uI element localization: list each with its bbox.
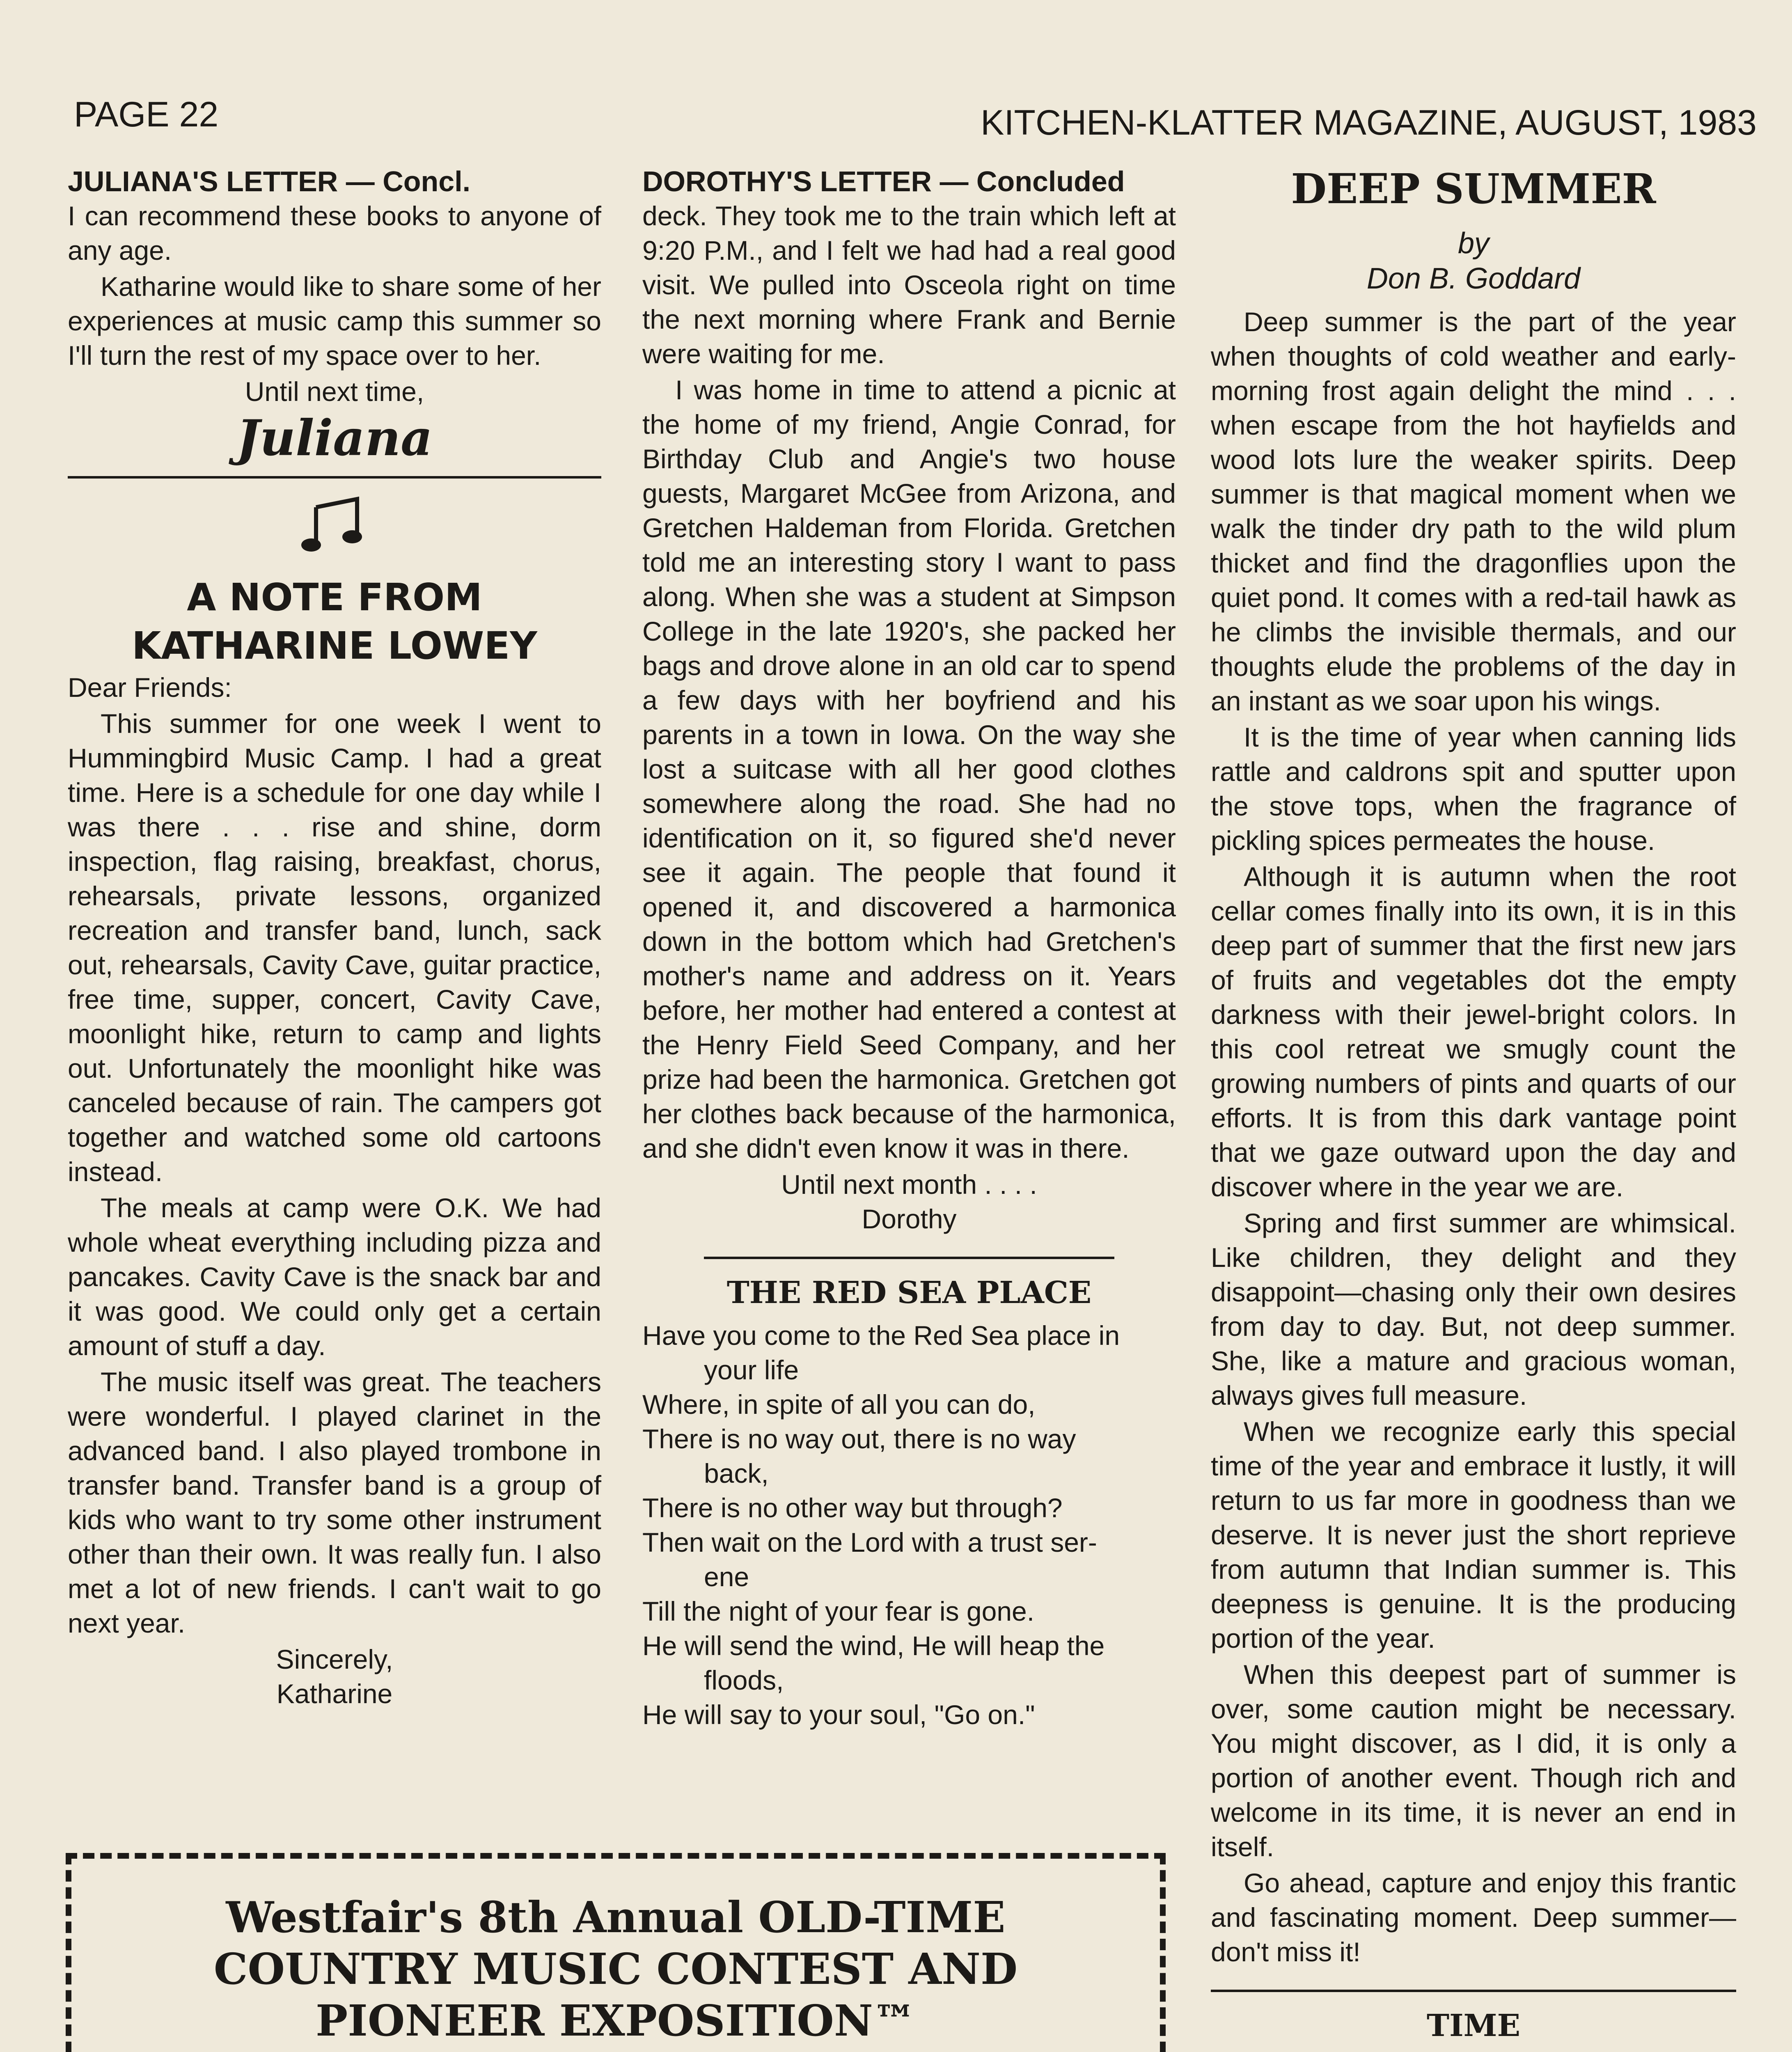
byline-by: by <box>1457 227 1490 260</box>
page-number: PAGE 22 <box>74 95 219 134</box>
byline-author: Don B. Goddard <box>1366 262 1581 295</box>
juliana-signature: Juliana <box>236 409 433 467</box>
poem-line: Till the night of your fear is gone. <box>642 1596 1035 1626</box>
poem-line: He will say to your soul, "Go on." <box>642 1699 1035 1730</box>
katharine-salutation: Dear Friends: <box>68 672 232 703</box>
katharine-paragraph: The meals at camp were O.K. We had whole wheat everything including pizza and pancakes. Cavity Cave is the snack bar and it was good. We could only get a certain amount of stuff a day. <box>68 1193 601 1361</box>
deep-summer-title: DEEP SUMMER <box>1291 165 1656 213</box>
deep-summer-paragraph: It is the time of year when canning lids rattle and caldrons spit and sputter upon the stove tops, when the fragrance of pickling spices permeates the house. <box>1211 722 1736 856</box>
red-sea-title: THE RED SEA PLACE <box>726 1275 1092 1310</box>
katharine-title: A NOTE FROM KATHARINE LOWEY <box>132 575 537 668</box>
poem-line: He will send the wind, He will heap the <box>642 1631 1105 1661</box>
poem-line: Have you come to the Red Sea place in <box>642 1320 1120 1351</box>
dorothy-heading: DOROTHY'S LETTER — Concluded <box>642 165 1125 197</box>
ad-title-line: COUNTRY MUSIC CONTEST AND <box>213 1944 1018 1994</box>
column-right <box>1211 164 1736 2052</box>
deep-summer-paragraph: When we recognize early this special time of the year and embrace it lustly, it will return to us far more in goodness than we deserve. It is never just the short reprieve from autumn that Indian summer is. This deepness is genuine. It is the producing portion of the year. <box>1211 1416 1736 1654</box>
divider <box>1211 1990 1736 1992</box>
poem-line: ene <box>704 1562 749 1592</box>
deep-summer-paragraph: Spring and first summer are whimsical. Like children, they delight and they disappoint—chasing only their own desires from day to day. But, not deep summer. She, like a mature and gracious woman, always gives full measure. <box>1211 1208 1736 1411</box>
music-note-icon <box>68 495 601 568</box>
column-left <box>68 164 601 1711</box>
dorothy-paragraph: deck. They took me to the train which left at 9:20 P.M., and I felt we had had a real good visit. We pulled into Osceola right on time the next morning where Frank and Bernie were waiting for me. <box>642 201 1176 369</box>
juliana-paragraph: Katharine would like to share some of her experiences at music camp this summer so I'll turn the rest of my space over to her. <box>68 271 601 371</box>
juliana-closing: Until next time, <box>245 376 424 407</box>
katharine-closing: Sincerely, <box>276 1644 393 1674</box>
ad-title-line: PIONEER EXPOSITION™ <box>316 1995 916 2046</box>
column-middle <box>642 164 1176 1732</box>
poem-line: back, <box>704 1458 769 1489</box>
time-title: TIME <box>1427 2008 1520 2043</box>
deep-summer-paragraph: Go ahead, capture and enjoy this frantic and fascinating moment. Deep summer—don't miss it! <box>1211 1868 1736 1967</box>
poem-line: Then wait on the Lord with a trust ser- <box>642 1527 1097 1557</box>
westfair-advertisement <box>66 1853 1166 2052</box>
page-header <box>74 82 1757 144</box>
deep-summer-paragraph: Although it is autumn when the root cellar comes finally into its own, it is in this deep part of summer that the first new jars of fruits and vegetables dot the empty darkness with their jewel-bright colors. In this cool retreat we smugly count the growing numbers of pints and quarts of our efforts. It is from this dark vantage point that we gaze outward upon the day and discover where in the year we are. <box>1211 861 1736 1202</box>
juliana-paragraph: I can recommend these books to anyone of any age. <box>68 201 601 266</box>
juliana-heading: JULIANA'S LETTER — Concl. <box>68 165 471 197</box>
dorothy-name: Dorothy <box>862 1204 957 1234</box>
poem-line: floods, <box>704 1665 784 1695</box>
poem-line: There is no way out, there is no way <box>642 1424 1076 1454</box>
magazine-issue: KITCHEN-KLATTER MAGAZINE, AUGUST, 1983 <box>981 103 1757 142</box>
dorothy-paragraph: I was home in time to attend a picnic at the home of my friend, Angie Conrad, for Birthday Club and Angie's two house guests, Margaret McGee from Arizona, and Gretchen Haldeman from Florida. Gretchen told me an interesting story I want to pass along. When she was a student at Simpson College in the late 1920's, she packed her bags and drove alone in an old car to spend a few days with her boyfriend and his parents in a town in Iowa. On the way she lost a suitcase with all her good clothes somewhere along the road. She had no identification on it, so figured she'd never see it again. The people that found it opened it, and discovered a harmonica down in the bottom which had Gretchen's mother's name and address on it. Years before, her mother had entered a contest at the Henry Field Seed Company, and her prize had been the harmonica. Gretchen got her clothes back because of the harmonica, and she didn't even know it was in there. <box>642 375 1176 1163</box>
deep-summer-paragraph: Deep summer is the part of the year when thoughts of cold weather and early-morning frost again delight the mind . . . when escape from the hot hayfields and wood lots lure the weaker spirits. Deep summer is that magical moment when we walk the tinder dry path to the wild plum thicket and find the dragonflies upon the quiet pond. It comes with a red-tail hawk as he climbs the invisible thermals, and our thoughts elude the problems of the day in an instant as we soar upon his wings. <box>1211 307 1736 716</box>
deep-summer-paragraph: When this deepest part of summer is over, some caution might be necessary. You might discover, as I did, it is only a portion of another event. Though rich and welcome in its time, it is never an end in itself. <box>1211 1659 1736 1862</box>
ad-title-line: Westfair's 8th Annual OLD-TIME <box>226 1892 1006 1942</box>
dorothy-closing: Until next month . . . . <box>781 1169 1037 1200</box>
katharine-name: Katharine <box>276 1679 393 1709</box>
poem-line: Where, in spite of all you can do, <box>642 1389 1036 1420</box>
katharine-paragraph: This summer for one week I went to Hummingbird Music Camp. I had a great time. Here is a schedule for one day while I was there . . . rise and shine, dorm inspection, flag raising, breakfast, chorus, rehearsals, private lessons, organized recreation and transfer band, lunch, sack out, rehearsals, Cavity Cave, guitar practice, free time, supper, concert, Cavity Cave, moonlight hike, return to camp and lights out. Unfortunately the moonlight hike was canceled because of rain. The campers got together and watched some old cartoons instead. <box>68 708 601 1187</box>
red-sea-poem <box>642 1318 1176 1732</box>
divider <box>68 476 601 479</box>
katharine-paragraph: The music itself was great. The teachers were wonderful. I played clarinet in the advanced band. I also played trombone in transfer band. Transfer band is a group of kids who want to try some other instrument other than their own. It was really fun. I also met a lot of new friends. I can't wait to go next year. <box>68 1367 601 1638</box>
poem-line: There is no other way but through? <box>642 1493 1063 1523</box>
poem-line: your life <box>704 1355 799 1385</box>
divider <box>704 1257 1114 1259</box>
